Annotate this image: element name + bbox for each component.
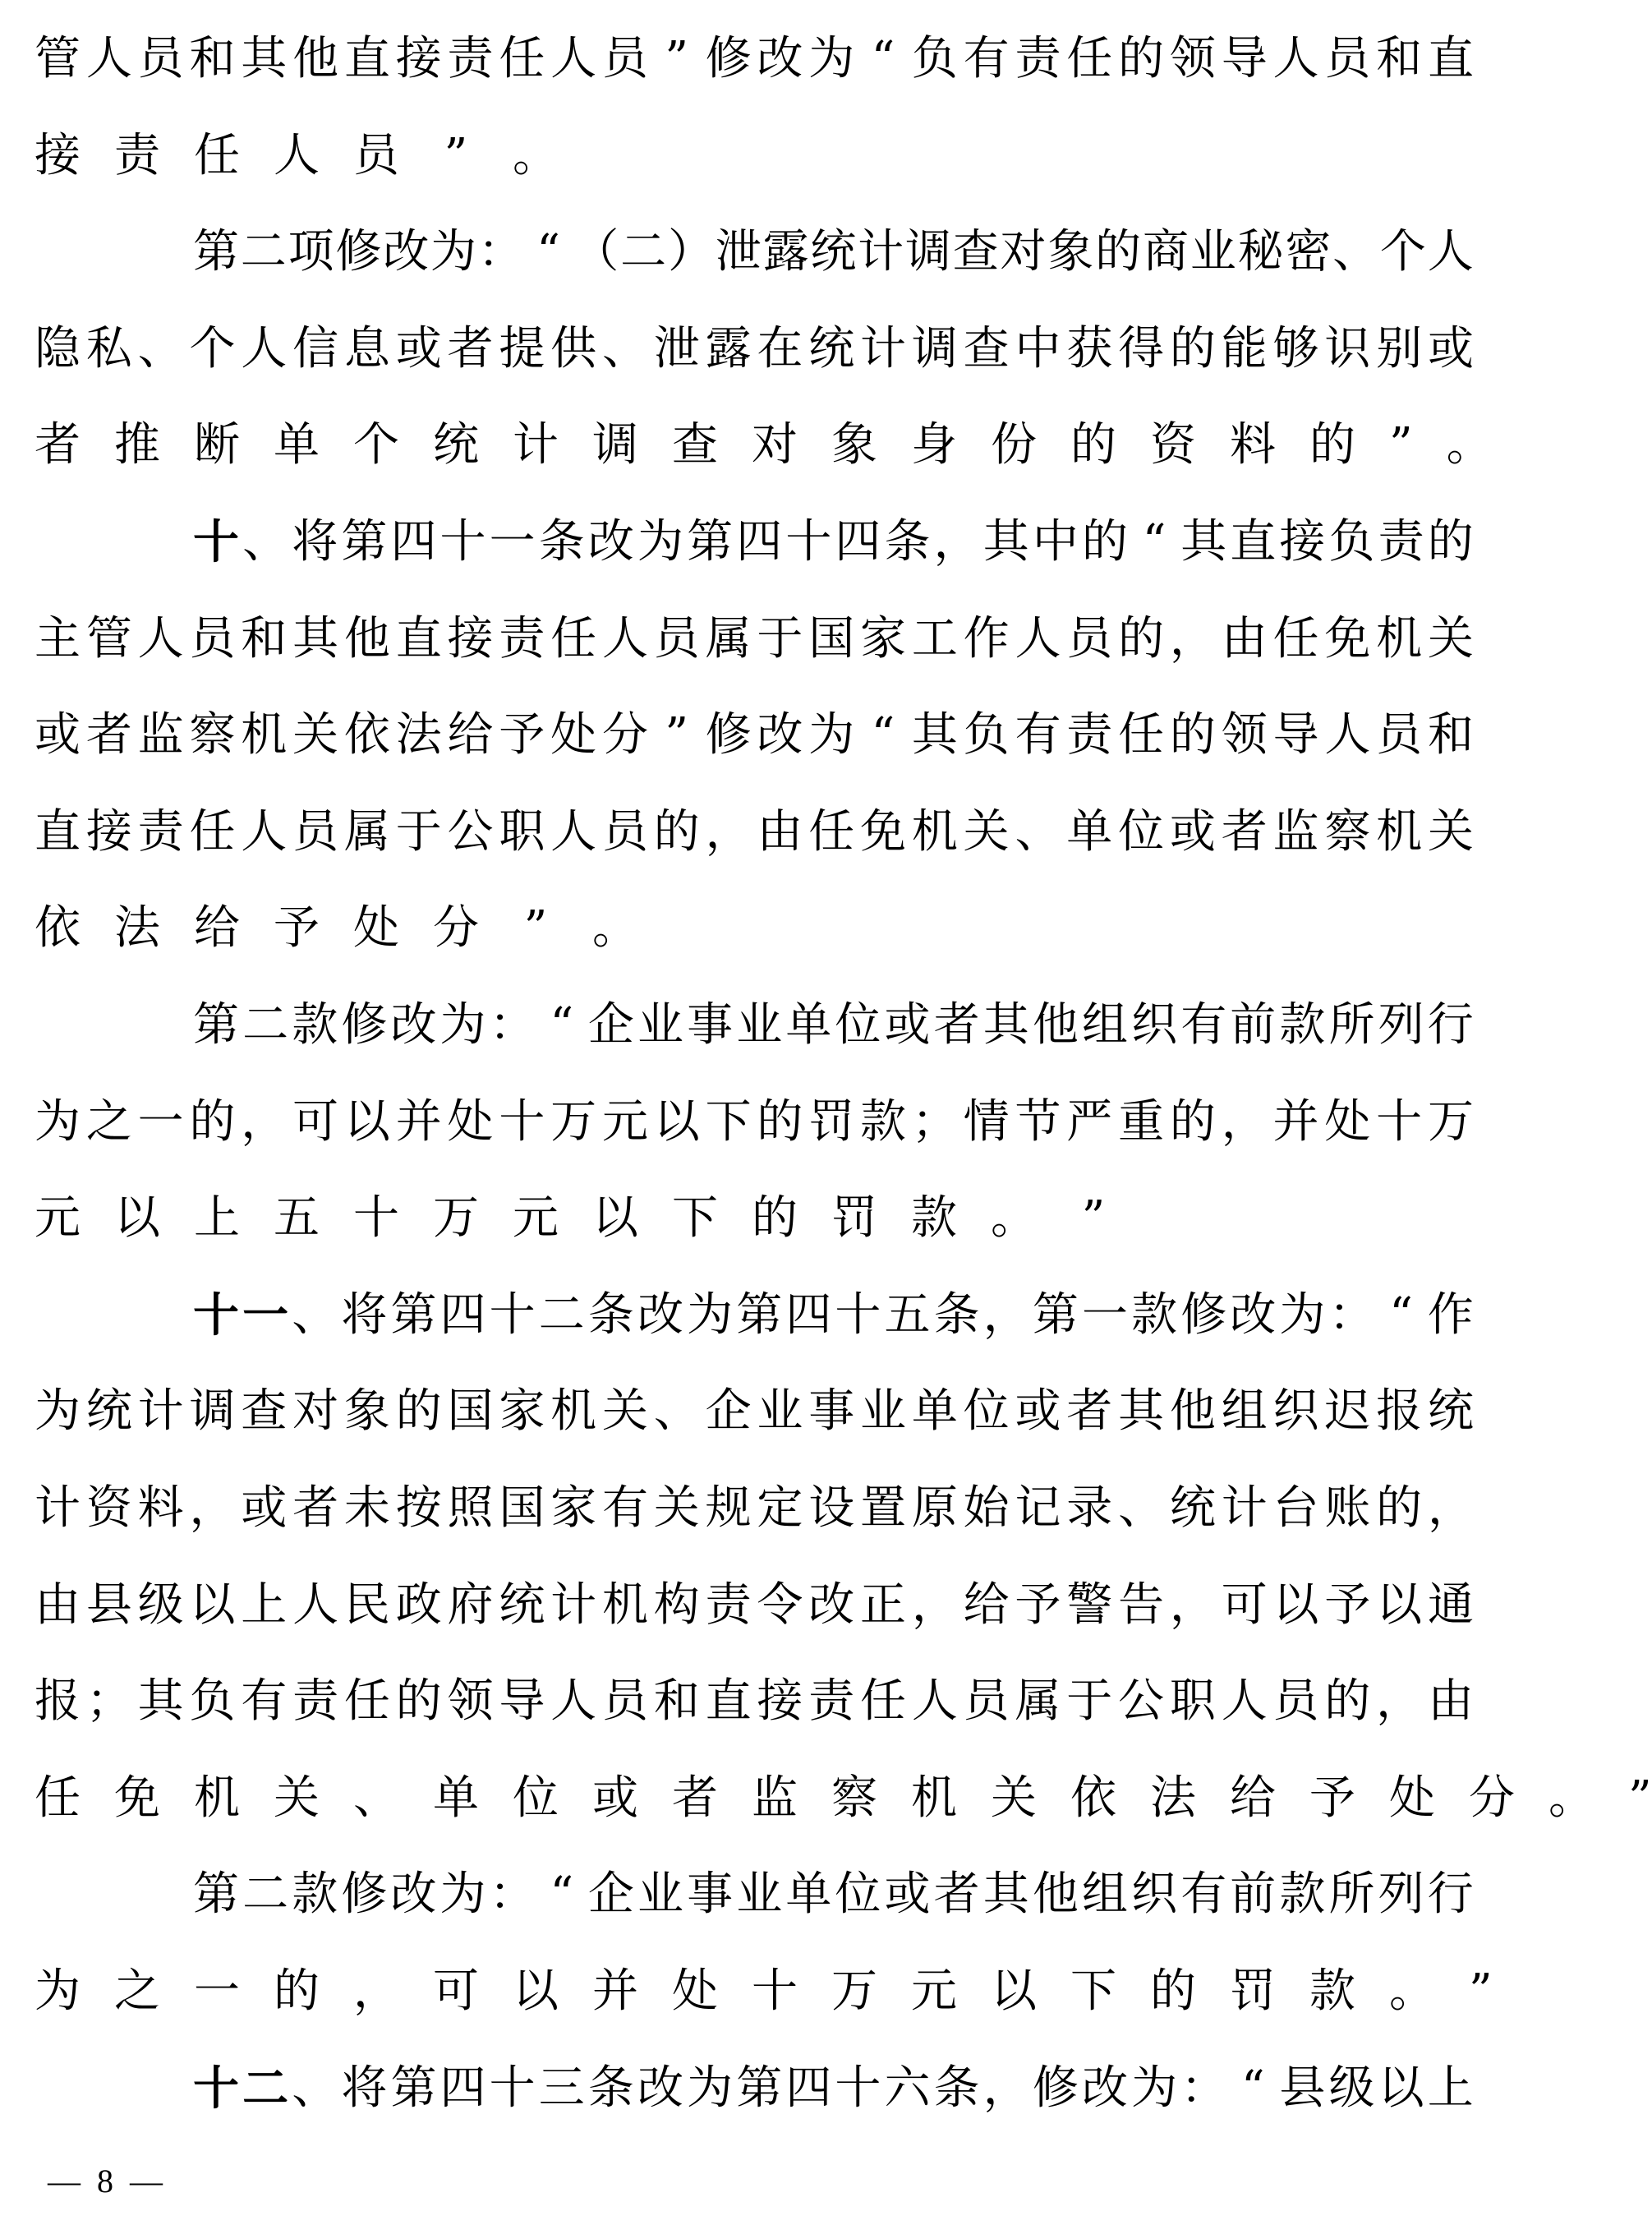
text-line: 由 县 级 以 上 人 民 政 府 统 计 机 构 责 令 改 正 ， 给 予 警 告 ， 可 以 予 以 通 — [35, 1578, 1474, 1632]
text-line: 接 责 任 人 员 ” 。 — [35, 128, 559, 182]
text-line: 十 二 、 将 第 四 十 三 条 改 为 第 四 十 六 条 ， 修 改 为 ： “ 县 级 以 上 — [193, 2061, 1474, 2116]
text-line: 隐 私 、 个 人 信 息 或 者 提 供 、 泄 露 在 统 计 调 查 中 获 得 的 能 够 识 别 或 — [35, 321, 1474, 375]
text-line: 元 以 上 五 十 万 元 以 下 的 罚 款 。 ” — [35, 1191, 1106, 1246]
text-line: 第 二 款 修 改 为 ： “ 企 业 事 业 单 位 或 者 其 他 组 织 有 前 款 所 列 行 — [193, 998, 1474, 1052]
text-line: 第 二 款 修 改 为 ： “ 企 业 事 业 单 位 或 者 其 他 组 织 有 前 款 所 列 行 — [193, 1868, 1474, 1922]
text-line: 计 资 料 ， 或 者 未 按 照 国 家 有 关 规 定 设 置 原 始 记 录 、 统 计 台 账 的 ， — [35, 1481, 1474, 1535]
text-line: 任 免 机 关 、 单 位 或 者 监 察 机 关 依 法 给 予 处 分 。 ” — [35, 1771, 1652, 1825]
text-line: 依 法 给 予 处 分 ” 。 — [35, 901, 638, 956]
text-line: 直 接 责 任 人 员 属 于 公 职 人 员 的 ， 由 任 免 机 关 、 单 位 或 者 监 察 机 关 — [35, 804, 1474, 859]
text-line: 为 之 一 的 ， 可 以 并 处 十 万 元 以 下 的 罚 款 ； 情 节 严 重 的 ， 并 处 十 万 — [35, 1094, 1474, 1149]
text-line: 主 管 人 员 和 其 他 直 接 责 任 人 员 属 于 国 家 工 作 人 员 的 ， 由 任 免 机 关 — [35, 611, 1474, 666]
text-line: 为 之 一 的 ， 可 以 并 处 十 万 元 以 下 的 罚 款 。 ” — [35, 1965, 1493, 2018]
text-line: 十 一 、 将 第 四 十 二 条 改 为 第 四 十 五 条 ， 第 一 款 修 改 为 ： “ 作 — [193, 1287, 1474, 1343]
text-line: 十 、 将 第 四 十 一 条 改 为 第 四 十 四 条 ， 其 中 的 “ 其 直 接 负 责 的 — [193, 515, 1474, 569]
text-line: 者 推 断 单 个 统 计 调 查 对 象 身 份 的 资 料 的 ” 。 — [35, 418, 1493, 472]
text-line: 为 统 计 调 查 对 象 的 国 家 机 关 、 企 业 事 业 单 位 或 者 其 他 组 织 迟 报 统 — [35, 1384, 1474, 1439]
text-line: 或 者 监 察 机 关 依 法 给 予 处 分 ” 修 改 为 “ 其 负 有 责 任 的 领 导 人 员 和 — [35, 708, 1474, 762]
text-line: 第 二 项 修 改 为 ： “ （ 二 ） 泄 露 统 计 调 查 对 象 的 商 业 秘 密 、 个 人 — [193, 225, 1474, 279]
text-line: 管 人 员 和 其 他 直 接 责 任 人 员 ” 修 改 为 “ 负 有 责 任 的 领 导 人 员 和 直 — [35, 32, 1474, 85]
page-number: — 8 — — [48, 2163, 163, 2199]
text-line: 报 ； 其 负 有 责 任 的 领 导 人 员 和 直 接 责 任 人 员 属 于 公 职 人 员 的 ， 由 — [35, 1674, 1474, 1729]
